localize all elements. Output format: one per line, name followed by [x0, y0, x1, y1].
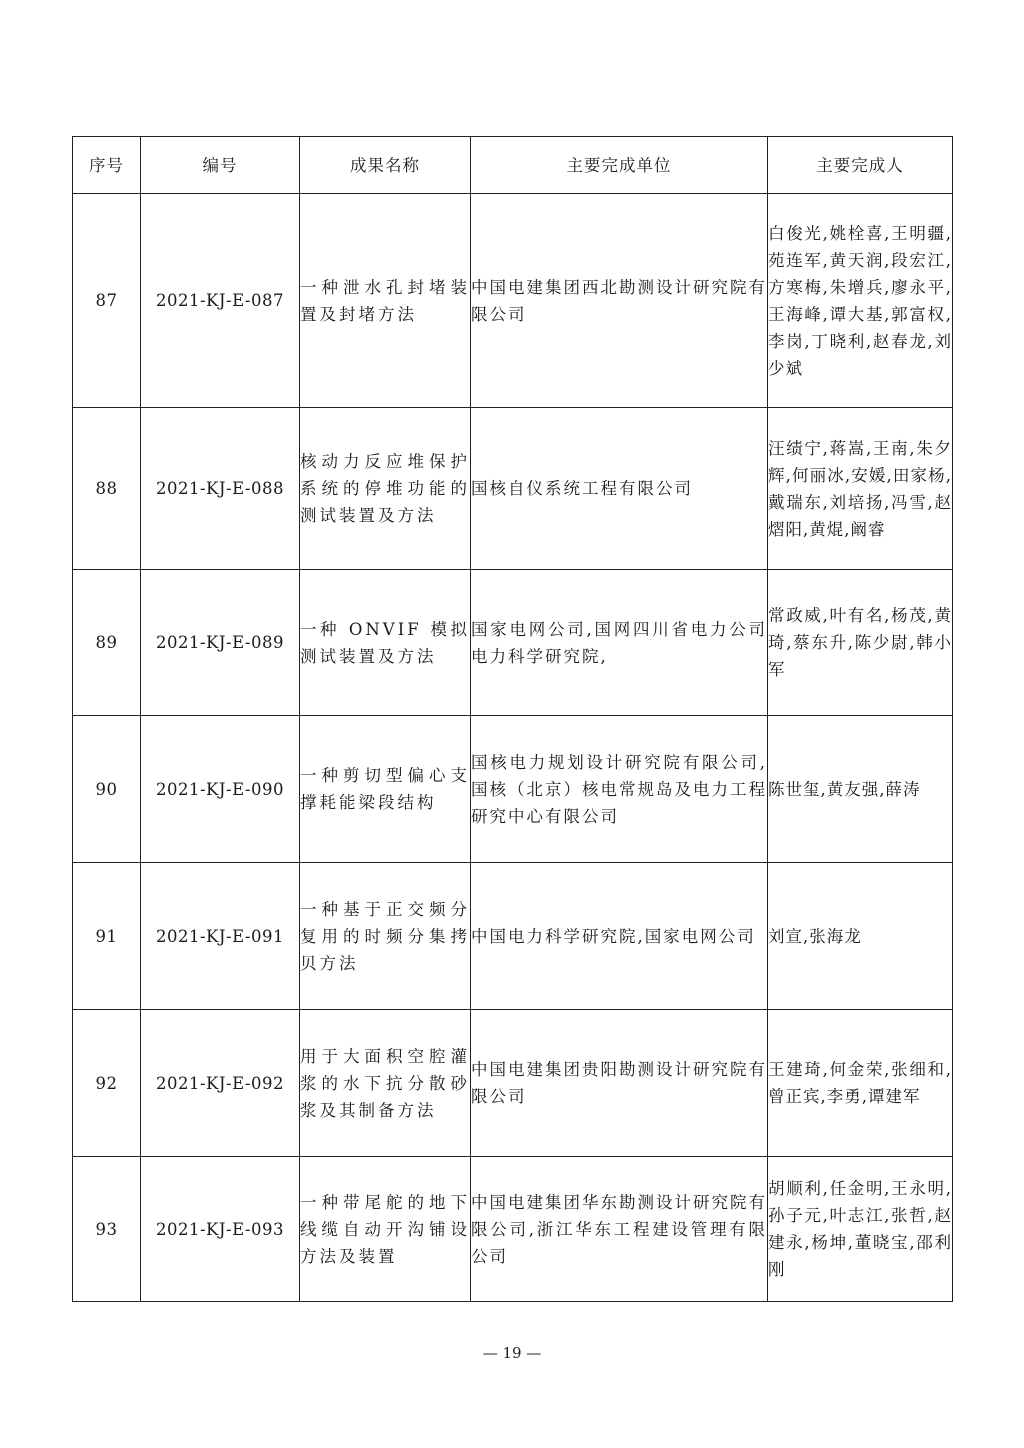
- header-code: 编号: [141, 137, 300, 194]
- row-name: 一种 ONVIF 模拟测试装置及方法: [300, 570, 471, 716]
- row-seq: 87: [73, 194, 141, 408]
- row-code: 2021-KJ-E-093: [141, 1157, 300, 1302]
- row-unit: 国核自仪系统工程有限公司: [471, 408, 768, 570]
- row-unit: 国家电网公司,国网四川省电力公司电力科学研究院,: [471, 570, 768, 716]
- results-table: [72, 136, 953, 1302]
- table-header-row: [73, 137, 953, 194]
- table-row: [73, 1157, 953, 1302]
- table-row: [73, 863, 953, 1010]
- row-seq: 90: [73, 716, 141, 863]
- row-code: 2021-KJ-E-087: [141, 194, 300, 408]
- row-code: 2021-KJ-E-092: [141, 1010, 300, 1157]
- row-people: 胡顺利,任金明,王永明,孙子元,叶志江,张哲,赵建永,杨坤,董晓宝,邵利刚: [768, 1157, 953, 1302]
- row-unit: 中国电建集团贵阳勘测设计研究院有限公司: [471, 1010, 768, 1157]
- row-people: 王建琦,何金荣,张细和,曾正宾,李勇,谭建军: [768, 1010, 953, 1157]
- row-name: 核动力反应堆保护系统的停堆功能的测试装置及方法: [300, 408, 471, 570]
- row-unit: 中国电建集团西北勘测设计研究院有限公司: [471, 194, 768, 408]
- row-name: 用于大面积空腔灌浆的水下抗分散砂浆及其制备方法: [300, 1010, 471, 1157]
- row-code: 2021-KJ-E-088: [141, 408, 300, 570]
- row-name: 一种泄水孔封堵装置及封堵方法: [300, 194, 471, 408]
- table-row: [73, 408, 953, 570]
- row-unit: 中国电力科学研究院,国家电网公司: [471, 863, 768, 1010]
- table-row: [73, 570, 953, 716]
- row-name: 一种基于正交频分复用的时频分集拷贝方法: [300, 863, 471, 1010]
- header-seq: 序号: [73, 137, 141, 194]
- row-unit: 国核电力规划设计研究院有限公司,国核（北京）核电常规岛及电力工程研究中心有限公司: [471, 716, 768, 863]
- table-row: [73, 1010, 953, 1157]
- header-people: 主要完成人: [768, 137, 953, 194]
- row-code: 2021-KJ-E-091: [141, 863, 300, 1010]
- row-seq: 91: [73, 863, 141, 1010]
- row-people: 陈世玺,黄友强,薛涛: [768, 716, 953, 863]
- row-people: 汪绩宁,蒋嵩,王南,朱夕辉,何丽冰,安媛,田家杨,戴瑞东,刘培扬,冯雪,赵熠阳,黄焜,阚睿: [768, 408, 953, 570]
- row-seq: 93: [73, 1157, 141, 1302]
- row-people: 白俊光,姚栓喜,王明疆, 苑连军,黄天润,段宏江,方寒梅,朱增兵,廖永平,王海峰,谭大基,郭富权,李岗,丁晓利,赵春龙,刘少斌: [768, 194, 953, 408]
- page-number: — 19 —: [482, 1344, 542, 1362]
- row-seq: 88: [73, 408, 141, 570]
- row-code: 2021-KJ-E-089: [141, 570, 300, 716]
- row-seq: 92: [73, 1010, 141, 1157]
- table-row: [73, 716, 953, 863]
- row-name: 一种带尾舵的地下线缆自动开沟铺设方法及装置: [300, 1157, 471, 1302]
- row-name: 一种剪切型偏心支撑耗能梁段结构: [300, 716, 471, 863]
- row-unit: 中国电建集团华东勘测设计研究院有限公司,浙江华东工程建设管理有限公司: [471, 1157, 768, 1302]
- row-code: 2021-KJ-E-090: [141, 716, 300, 863]
- row-people: 刘宣,张海龙: [768, 863, 953, 1010]
- header-name: 成果名称: [300, 137, 471, 194]
- table-row: [73, 194, 953, 408]
- header-unit: 主要完成单位: [471, 137, 768, 194]
- row-seq: 89: [73, 570, 141, 716]
- row-people: 常政威,叶有名,杨茂,黄琦,蔡东升,陈少尉,韩小军: [768, 570, 953, 716]
